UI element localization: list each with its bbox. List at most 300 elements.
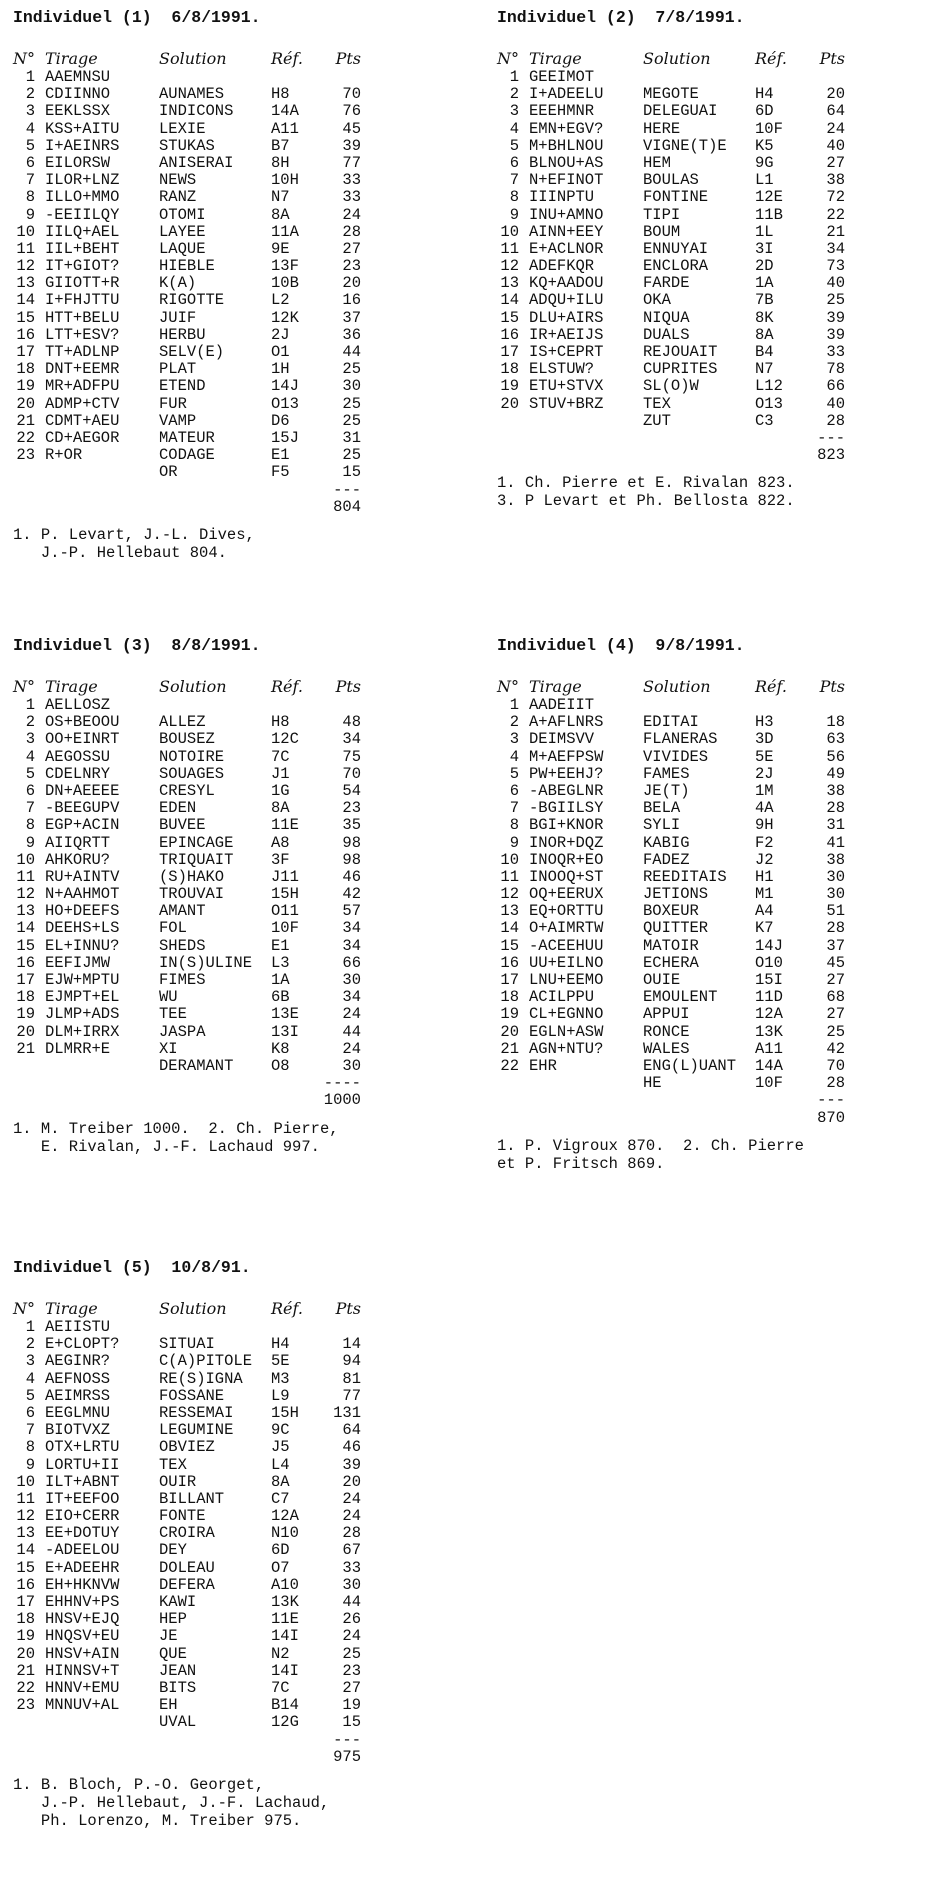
solution-cell: DELEGUAI xyxy=(643,102,718,121)
ref-cell: 2D xyxy=(755,257,774,276)
row-number: 8 xyxy=(25,816,35,835)
solution-cell: REJOUAIT xyxy=(643,343,718,361)
pts-cell: 975 xyxy=(333,1747,361,1766)
solution-cell: FARDE xyxy=(643,274,690,293)
tirage-cell: EEGLMNU xyxy=(45,1403,111,1422)
solution-cell: UVAL xyxy=(159,1713,197,1732)
solution-cell: VIVIDES xyxy=(643,747,709,766)
row-number: 2 xyxy=(25,85,35,104)
header-ref: Réf. xyxy=(755,677,787,696)
ref-cell: 7C xyxy=(271,747,290,766)
pts-cell: 98 xyxy=(342,833,361,852)
pts-cell: 66 xyxy=(826,377,845,396)
solution-cell: ENCLORA xyxy=(643,257,709,276)
row-number: 4 xyxy=(509,747,519,766)
pts-cell: 16 xyxy=(342,291,361,310)
ref-cell: O13 xyxy=(271,394,299,413)
table-row xyxy=(13,747,361,766)
ref-cell: 11E xyxy=(271,1610,299,1629)
tirage-cell: EJMPT+EL xyxy=(45,988,120,1007)
tirage-cell: LNU+EEMO xyxy=(529,971,604,989)
pts-cell: 73 xyxy=(826,257,845,276)
solution-cell: NIQUA xyxy=(643,308,690,327)
solution-cell: ETEND xyxy=(159,377,206,396)
table-row xyxy=(13,971,361,989)
pts-cell: 30 xyxy=(826,867,845,886)
solution-cell: DUALS xyxy=(643,325,690,344)
pts-cell: 30 xyxy=(342,1575,361,1594)
tirage-cell: N+AAHMOT xyxy=(45,885,120,904)
pts-cell: 23 xyxy=(342,1661,361,1680)
tirage-cell: OTX+LRTU xyxy=(45,1438,120,1457)
row-number: 20 xyxy=(16,1022,35,1041)
tirage-cell: EEEHMNR xyxy=(529,102,595,121)
table-row xyxy=(497,119,845,138)
pts-cell: 70 xyxy=(826,1056,845,1075)
ref-cell: 2J xyxy=(755,764,774,783)
section-title: Individuel (4) 9/8/1991. xyxy=(497,636,745,655)
table-row xyxy=(13,1644,361,1663)
row-number: 1 xyxy=(509,696,519,714)
table-row xyxy=(497,377,845,396)
pts-cell: --- xyxy=(333,1730,361,1749)
ref-cell: 11E xyxy=(271,816,299,835)
pts-cell: 39 xyxy=(342,136,361,155)
ref-cell: 3F xyxy=(271,850,290,869)
table-row xyxy=(497,919,845,938)
solution-cell: TROUVAI xyxy=(159,885,225,904)
tirage-cell: DNT+EEMR xyxy=(45,360,120,379)
ref-cell: L4 xyxy=(271,1455,290,1474)
row-number: 20 xyxy=(16,394,35,413)
pts-cell: 25 xyxy=(826,1022,845,1041)
pts-cell: 34 xyxy=(342,919,361,938)
pts-cell: 27 xyxy=(826,1005,845,1024)
row-number: 10 xyxy=(16,1472,35,1491)
ref-cell: 1L xyxy=(755,222,774,241)
table-row xyxy=(13,274,361,293)
pts-cell: 31 xyxy=(826,816,845,835)
ref-cell: 5E xyxy=(755,747,774,766)
solution-cell: STUKAS xyxy=(159,136,215,155)
tirage-cell: OO+EINRT xyxy=(45,730,120,749)
row-number: 19 xyxy=(500,377,519,396)
pts-cell: 33 xyxy=(342,188,361,207)
ref-cell: 13K xyxy=(271,1593,299,1611)
pts-cell: 34 xyxy=(342,936,361,955)
tirage-cell: IILQ+AEL xyxy=(45,222,120,241)
section-title: Individuel (1) 6/8/1991. xyxy=(13,8,261,27)
ref-cell: 11D xyxy=(755,988,783,1007)
pts-cell: 33 xyxy=(342,171,361,190)
row-number: 7 xyxy=(25,799,35,818)
solution-cell: APPUI xyxy=(643,1005,690,1024)
ref-cell: 8A xyxy=(271,799,290,818)
ref-cell: 14J xyxy=(755,936,783,955)
tirage-cell: MNNUV+AL xyxy=(45,1696,120,1715)
table-row xyxy=(497,730,845,749)
solution-cell: BILLANT xyxy=(159,1489,225,1508)
ref-cell: 8K xyxy=(755,308,774,327)
table-row xyxy=(497,136,845,155)
pts-cell: 42 xyxy=(342,885,361,904)
solution-cell: KABIG xyxy=(643,833,690,852)
table-row xyxy=(497,1005,845,1024)
ref-cell: B4 xyxy=(755,343,774,361)
tirage-cell: CDIINNO xyxy=(45,85,111,104)
tirage-cell: INOR+DQZ xyxy=(529,833,604,852)
ref-cell: J5 xyxy=(271,1438,290,1457)
solution-cell: INDICONS xyxy=(159,102,234,121)
solution-cell: FOL xyxy=(159,919,187,938)
row-number: 19 xyxy=(16,377,35,396)
solution-cell: SL(O)W xyxy=(643,377,699,396)
pts-cell: 28 xyxy=(826,1074,845,1093)
table-row xyxy=(13,1421,361,1440)
tirage-cell: RU+AINTV xyxy=(45,867,120,886)
table-row xyxy=(13,697,339,714)
header-solution: Solution xyxy=(159,677,227,696)
header-tirage: Tirage xyxy=(529,677,582,696)
ref-cell: 1A xyxy=(271,971,290,989)
table-row xyxy=(13,1713,361,1732)
table-row xyxy=(13,1489,361,1508)
row-number: 17 xyxy=(16,1593,35,1611)
section-individuel-1 xyxy=(13,8,361,562)
tirage-cell: EMN+EGV? xyxy=(529,119,604,138)
tirage-cell: AEGOSSU xyxy=(45,747,111,766)
tirage-cell: N+EFINOT xyxy=(529,171,604,190)
solution-cell: DERAMANT xyxy=(159,1056,234,1075)
ref-cell: F5 xyxy=(271,463,290,482)
pts-cell: 38 xyxy=(826,850,845,869)
solution-cell: RONCE xyxy=(643,1022,690,1041)
table-row xyxy=(13,394,361,413)
row-number: 2 xyxy=(509,85,519,104)
pts-cell: 40 xyxy=(826,274,845,293)
table-row xyxy=(13,799,361,818)
tirage-cell: IIL+BEHT xyxy=(45,239,120,258)
pts-cell: 20 xyxy=(826,85,845,104)
row-number: 13 xyxy=(16,902,35,921)
header-tirage: Tirage xyxy=(45,677,98,696)
table-row xyxy=(13,360,361,379)
tirage-cell: GIIOTT+R xyxy=(45,274,120,293)
tirage-cell: DLMRR+E xyxy=(45,1039,111,1058)
pts-cell: 131 xyxy=(333,1403,361,1422)
pts-cell: 40 xyxy=(826,394,845,413)
pts-cell: 25 xyxy=(342,1644,361,1663)
tirage-cell: E+CLOPT? xyxy=(45,1335,120,1354)
ranking-note: 1. P. Levart, J.-L. Dives, J.-P. Hellebaut 804. xyxy=(13,525,255,562)
table-row xyxy=(13,1005,361,1024)
solution-cell: CODAGE xyxy=(159,446,215,465)
tirage-cell: EJW+MPTU xyxy=(45,971,120,989)
solution-cell: TEX xyxy=(159,1455,187,1474)
table-row xyxy=(13,816,361,835)
table-row xyxy=(497,411,845,430)
table-row xyxy=(497,205,845,224)
tirage-cell: STUV+BRZ xyxy=(529,394,604,413)
table-row xyxy=(497,936,845,955)
tirage-cell: I+FHJTTU xyxy=(45,291,120,310)
pts-cell: 24 xyxy=(342,1627,361,1646)
pts-cell: 15 xyxy=(342,1713,361,1732)
table-row xyxy=(497,446,845,465)
pts-cell: 39 xyxy=(826,325,845,344)
row-number: 15 xyxy=(500,308,519,327)
row-number: 11 xyxy=(16,239,35,258)
row-number: 12 xyxy=(16,885,35,904)
solution-cell: C(A)PITOLE xyxy=(159,1352,253,1371)
ref-cell: K7 xyxy=(755,919,774,938)
pts-cell: 28 xyxy=(826,411,845,430)
tirage-cell: INU+AMNO xyxy=(529,205,604,224)
ref-cell: 1H xyxy=(271,360,290,379)
row-number: 8 xyxy=(25,188,35,207)
row-number: 12 xyxy=(500,257,519,276)
row-number: 20 xyxy=(500,1022,519,1041)
row-number: 1 xyxy=(25,68,35,86)
solution-cell: FOSSANE xyxy=(159,1386,225,1405)
table-row xyxy=(497,885,845,904)
solution-cell: CROIRA xyxy=(159,1524,215,1543)
pts-cell: 76 xyxy=(342,102,361,121)
table-row xyxy=(497,850,845,869)
solution-cell: EMOULENT xyxy=(643,988,718,1007)
row-number: 2 xyxy=(25,713,35,732)
ref-cell: J1 xyxy=(271,764,290,783)
table-row xyxy=(13,239,361,258)
ref-cell: A11 xyxy=(271,119,299,138)
pts-cell: --- xyxy=(333,480,361,499)
solution-cell: LAYEE xyxy=(159,222,206,241)
table-row xyxy=(13,1455,361,1474)
tirage-cell: HNSV+AIN xyxy=(45,1644,120,1663)
pts-cell: 24 xyxy=(342,1507,361,1526)
pts-cell: 34 xyxy=(342,730,361,749)
row-number: 18 xyxy=(16,988,35,1007)
table-row xyxy=(13,69,261,86)
pts-cell: 24 xyxy=(342,205,361,224)
tirage-cell: AAEMNSU xyxy=(45,68,111,86)
row-number: 7 xyxy=(509,799,519,818)
row-number: 9 xyxy=(25,1455,35,1474)
pts-cell: 36 xyxy=(342,325,361,344)
pts-cell: 870 xyxy=(817,1108,845,1127)
header-n: N° xyxy=(13,49,35,68)
solution-cell: JUIF xyxy=(159,308,197,327)
tirage-cell: ETU+STVX xyxy=(529,377,604,396)
tirage-cell: ILT+ABNT xyxy=(45,1472,120,1491)
table-row xyxy=(13,446,361,465)
pts-cell: 78 xyxy=(826,360,845,379)
header-tirage: Tirage xyxy=(45,1299,98,1318)
ref-cell: H8 xyxy=(271,713,290,732)
header-pts: Pts xyxy=(819,677,845,696)
solution-cell: ALLEZ xyxy=(159,713,206,732)
row-number: 23 xyxy=(16,1696,35,1715)
ref-cell: 7B xyxy=(755,291,774,310)
pts-cell: 20 xyxy=(342,274,361,293)
header-solution: Solution xyxy=(643,677,711,696)
pts-cell: 26 xyxy=(342,1610,361,1629)
ref-cell: 14I xyxy=(271,1661,299,1680)
table-row xyxy=(13,1352,361,1371)
row-number: 13 xyxy=(500,902,519,921)
ref-cell: H1 xyxy=(755,867,774,886)
tirage-cell: ADMP+CTV xyxy=(45,394,120,413)
solution-cell: BOUSEZ xyxy=(159,730,215,749)
header-pts: Pts xyxy=(819,49,845,68)
solution-cell: FONTINE xyxy=(643,188,709,207)
ref-cell: E1 xyxy=(271,936,290,955)
tirage-cell: AINN+EEY xyxy=(529,222,604,241)
table-row xyxy=(13,291,361,310)
pts-cell: 46 xyxy=(342,867,361,886)
table-row xyxy=(13,1678,361,1697)
solution-cell: RIGOTTE xyxy=(159,291,225,310)
ref-cell: 4A xyxy=(755,799,774,818)
section-individuel-2 xyxy=(497,8,845,511)
header-ref: Réf. xyxy=(271,49,303,68)
solution-cell: SOUAGES xyxy=(159,764,225,783)
ref-cell: A11 xyxy=(755,1039,783,1058)
tirage-cell: AIIQRTT xyxy=(45,833,111,852)
solution-cell: JE xyxy=(159,1627,178,1646)
tirage-cell: EILORSW xyxy=(45,153,111,172)
pts-cell: 77 xyxy=(342,1386,361,1405)
table-row xyxy=(497,239,845,258)
row-number: 12 xyxy=(16,1507,35,1526)
pts-cell: 49 xyxy=(826,764,845,783)
table-row xyxy=(13,377,361,396)
solution-cell: MATOIR xyxy=(643,936,699,955)
ref-cell: L12 xyxy=(755,377,783,396)
table-row xyxy=(497,153,845,172)
pts-cell: 41 xyxy=(826,833,845,852)
pts-cell: 25 xyxy=(826,291,845,310)
solution-cell: XI xyxy=(159,1039,178,1058)
pts-cell: 39 xyxy=(826,308,845,327)
tirage-cell: OS+BEOOU xyxy=(45,713,120,732)
row-number: 13 xyxy=(16,1524,35,1543)
pts-cell: 31 xyxy=(342,428,361,447)
tirage-cell: EQ+ORTTU xyxy=(529,902,604,921)
tirage-cell: -BEEGUPV xyxy=(45,799,120,818)
table-row xyxy=(13,867,361,886)
header-solution: Solution xyxy=(643,49,711,68)
table-row xyxy=(13,119,361,138)
ref-cell: L2 xyxy=(271,291,290,310)
pts-cell: 34 xyxy=(826,239,845,258)
pts-cell: 27 xyxy=(342,1678,361,1697)
ref-cell: 12K xyxy=(271,308,299,327)
table-row xyxy=(13,1593,361,1611)
solution-cell: CRESYL xyxy=(159,781,215,800)
ref-cell: 10H xyxy=(271,171,299,190)
solution-cell: TRIQUAIT xyxy=(159,850,234,869)
pts-cell: 24 xyxy=(342,1489,361,1508)
tirage-cell: INOQR+EO xyxy=(529,850,604,869)
ref-cell: C3 xyxy=(755,411,774,430)
ref-cell: O1 xyxy=(271,343,290,361)
ref-cell: 13K xyxy=(755,1022,783,1041)
pts-cell: 48 xyxy=(342,713,361,732)
row-number: 5 xyxy=(25,1386,35,1405)
table-row xyxy=(497,988,845,1007)
solution-cell: WALES xyxy=(643,1039,690,1058)
table-row xyxy=(13,1575,361,1594)
tirage-cell: -ADEELOU xyxy=(45,1541,120,1560)
solution-cell: HERE xyxy=(643,119,681,138)
tirage-cell: HO+DEEFS xyxy=(45,902,120,921)
table-row xyxy=(13,885,361,904)
header-pts: Pts xyxy=(335,49,361,68)
solution-cell: OUIE xyxy=(643,971,681,989)
table-row xyxy=(13,988,361,1007)
tirage-cell: HINNSV+T xyxy=(45,1661,120,1680)
tirage-cell: TT+ADLNP xyxy=(45,343,120,361)
table-row xyxy=(497,291,845,310)
solution-cell: BITS xyxy=(159,1678,197,1697)
ref-cell: 9G xyxy=(755,153,774,172)
row-number: 1 xyxy=(25,696,35,714)
solution-cell: MEGOTE xyxy=(643,85,699,104)
solution-cell: OBVIEZ xyxy=(159,1438,215,1457)
ref-cell: 14A xyxy=(755,1056,783,1075)
pts-cell: 30 xyxy=(342,971,361,989)
header-pts: Pts xyxy=(335,1299,361,1318)
ref-cell: 3I xyxy=(755,239,774,258)
table-row xyxy=(13,953,361,972)
pts-cell: 77 xyxy=(342,153,361,172)
tirage-cell: EGLN+ASW xyxy=(529,1022,604,1041)
pts-cell: 28 xyxy=(342,1524,361,1543)
pts-cell: --- xyxy=(817,428,845,447)
row-number: 10 xyxy=(16,850,35,869)
header-solution: Solution xyxy=(159,1299,227,1318)
tirage-cell: BGI+KNOR xyxy=(529,816,604,835)
ref-cell: 7C xyxy=(271,1678,290,1697)
tirage-cell: AEFNOSS xyxy=(45,1369,111,1388)
table-row xyxy=(13,713,361,732)
solution-cell: HE xyxy=(643,1074,662,1093)
row-number: 12 xyxy=(500,885,519,904)
row-number: 20 xyxy=(500,394,519,413)
tirage-cell: -EEIILQY xyxy=(45,205,120,224)
table-row xyxy=(13,463,361,482)
pts-cell: 25 xyxy=(342,446,361,465)
row-number: 19 xyxy=(16,1005,35,1024)
solution-cell: REEDITAIS xyxy=(643,867,727,886)
row-number: 2 xyxy=(25,1335,35,1354)
row-number: 11 xyxy=(500,239,519,258)
table-row xyxy=(497,85,845,104)
solution-cell: ENNUYAI xyxy=(643,239,709,258)
table-row xyxy=(13,1335,361,1354)
pts-cell: 1000 xyxy=(323,1091,361,1110)
solution-cell: IN(S)ULINE xyxy=(159,953,253,972)
solution-cell: ECHERA xyxy=(643,953,699,972)
pts-cell: 28 xyxy=(342,222,361,241)
ref-cell: L1 xyxy=(755,171,774,190)
tirage-cell: EHHNV+PS xyxy=(45,1593,120,1611)
ref-cell: 15H xyxy=(271,1403,299,1422)
header-n: N° xyxy=(497,677,519,696)
ref-cell: 10F xyxy=(271,919,299,938)
solution-cell: FADEZ xyxy=(643,850,690,869)
